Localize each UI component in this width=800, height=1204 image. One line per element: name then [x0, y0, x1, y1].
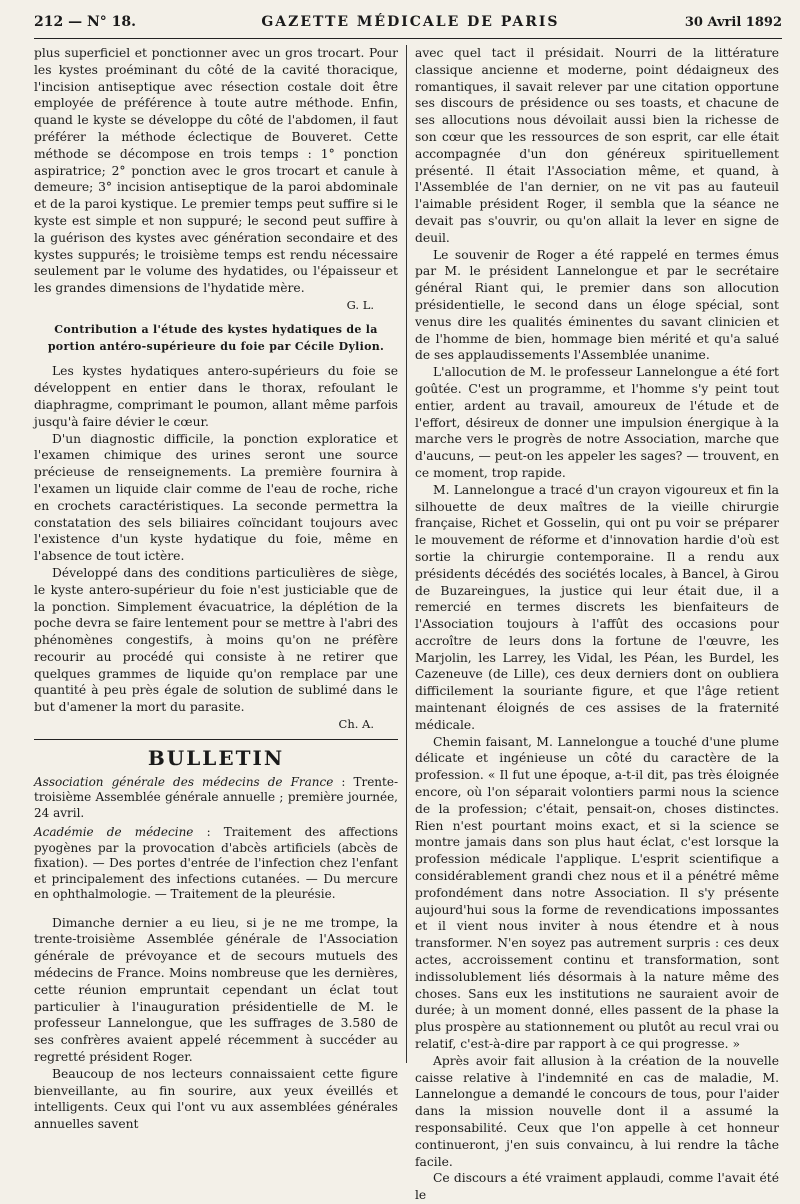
right-paragraph-1: avec quel tact il présidait. Nourri de la littérature classique ancienne et moderne, point dédaigneux des romantiques, il savait relever par une citation opportune ses discours de présidence ou ses toasts, et chacune de ses allocutions nous dévoilait aussi bien la richesse de son cœur que les ressources de son esprit, car elle était accompagnée d'un don généreux spirituellement présenté. Il était l'Association même, et quand, à l'Assemblée de l'an dernier, on ne vit pas au fauteuil l'aimable président Roger, il sembla que la séance ne devait pas s'ouvrir, ou qu'on allait la lever en signe de deuil.: [415, 46, 779, 245]
section-divider: [34, 739, 398, 740]
issue-date: 30 Avril 1892: [684, 15, 782, 30]
right-paragraph-5: Chemin faisant, M. Lannelongue a touché d'une plume délicate et ingénieuse un côté du caractère de la profession. « Il fut une époque, a-t-il dit, pas très éloignée encore, où l'on séparait volontiers parmi nous la science de la profession; c'était, pensait-on, choses distinctes. Rien n'est pourtant moins exact, et si la science se montre jamais dans son plus haut éclat, c'est lorsque la profession médicale l'applique. L'esprit scientifique a considérablement grandi chez nous et il a pénétré même profondément dans notre Association. Il s'y présente aujourd'hui sous la forme de revendications impossantes et il vient nous inviter à nous étendre et à nous transformer. N'en soyez pas autrement surpris : ces deux actes, accroissement continu et transformation, sont indissolublement liés désormais à la nature même des choses. Sans eux les institutions ne sauraient avoir de durée; à un moment donné, elles passent de la phase la plus prospère au stationnement ou plutôt au recul vrai ou relatif, c'est-à-dire par rapport à ce qui progresse. »: [415, 734, 779, 1052]
left-column: [34, 45, 406, 1132]
summary-2-label: Académie de médecine: [34, 825, 194, 840]
author-signature-1: G. L.: [346, 297, 374, 312]
contribution-heading: Contribution a l'étude des kystes hydatiques de la portion antéro-supérieure du foie par Cécile Dylion.: [47, 322, 385, 353]
left-paragraph-4: Développé dans des conditions particulières de siège, le kyste antero-supérieur du foie n'est justiciable que de la ponction. Simplement évacuatrice, la déplétion de la poche devra se faire lentement pour se mettre à l'abri des phénomènes congestifs, à moins qu'on ne préfère recourir au procédé qui consiste à ne retirer que quelques grammes de liquide qu'on remplace par une quantité à peu près égale de solution de sublimé dans le but d'amener la mort du parasite.: [34, 565, 398, 715]
left-paragraph-6: Beaucoup de nos lecteurs connaissaient cette figure bienveillante, au fin sourire, aux yeux éveillés et intelligents. Ceux qui l'ont vu aux assemblées générales annuelles savent: [34, 1066, 398, 1132]
page-header: [34, 14, 782, 39]
summary-1-label: Association générale des médecins de France: [34, 774, 334, 789]
summary-2-text: : Traitement des affections pyogènes par la provocation d'abcès artificiels (abcès de fixation). — Des portes d'entrée de l'infection chez l'enfant et principalement des infections cutanées. — Du mercure en ophthalmologie. — Traitement de la pleurésie.: [34, 825, 398, 902]
two-column-body: [34, 45, 782, 1203]
author-signature-2: Ch. A.: [338, 717, 374, 732]
summary-1-text: : Trente-troisième Assemblée générale annuelle ; première journée, 24 avril.: [34, 774, 398, 820]
journal-title: GAZETTE MÉDICALE DE PARIS: [261, 14, 560, 30]
right-paragraph-4: M. Lannelongue a tracé d'un crayon vigoureux et fin la silhouette de deux maîtres de la vieille chirurgie française, Richet et Gosselin, qui ont pu voir se préparer le mouvement de réforme et d'innovation hardie d'où est sortie la chirurgie contemporaine. Il a rendu aux présidents décédés des sociétés locales, à Bancel, à Girou de Buzareingues, la justice qui leur était due, il a remercié en termes discrets les bienfaiteurs de l'Association toujours à l'affût des occasions pour accroître de leurs dons la fortune de l'œuvre, les Marjolin, les Larrey, les Vidal, les Péan, les Burdel, les Cazeneuve (de Lille), ces deux derniers dont on oubliera difficilement la souriante figure, et que l'âge retient maintenant éloignés de ces assises de la fraternité médicale.: [415, 482, 779, 732]
bulletin-summary-1: [34, 775, 398, 822]
right-column: [407, 45, 779, 1203]
left-paragraph-5: Dimanche dernier a eu lieu, si je ne me trompe, la trente-troisième Assemblée générale de l'Association générale de prévoyance et de secours mutuels des médecins de France. Moins nombreuse que les dernières, cette réunion empruntait cependant un éclat tout particulier à l'inauguration présidentielle de M. le professeur Lannelongue, que les suffrages de 3.580 de ses confrères avaient appelé récemment à succéder au regretté président Roger.: [34, 915, 398, 1065]
left-paragraph-3: D'un diagnostic difficile, la ponction exploratice et l'examen chimique des urines seront une source précieuse de renseignements. La première fournira à l'examen un liquide clair comme de l'eau de roche, riche en crochets caractéristiques. La seconde permettra la constatation des sels biliaires coïncidant toujours avec l'existence d'un kyste hydatique du foie, même en l'absence de tout ictère.: [34, 431, 398, 564]
right-paragraph-3: L'allocution de M. le professeur Lannelongue a été fort goûtée. C'est un programme, et l'homme s'y peint tout entier, ardent au travail, amoureux de l'étude et de l'effort, désireux de donner une impulsion énergique à la marche vers le progrès de notre Association, marche que d'aucuns, — peut-on les appeler les sages? — trouvent, en ce moment, trop rapide.: [415, 365, 779, 480]
bulletin-summary-2: [34, 825, 398, 903]
page-number: 212 — N° 18.: [34, 14, 136, 30]
right-paragraph-7: Ce discours a été vraiment applaudi, comme l'avait été le: [415, 1171, 779, 1203]
left-paragraph-2: Les kystes hydatiques antero-supérieurs du foie se développent en entier dans le thorax, refoulant le diaphragme, comprimant le poumon, allant même parfois jusqu'à faire dévier le cœur.: [34, 364, 398, 429]
left-paragraph-1: plus superficiel et ponctionner avec un gros trocart. Pour les kystes proéminant du côté de la cavité thoracique, l'incision antiseptique avec résection costale doit être employée de préférence à toute autre méthode. Enfin, quand le kyste se développe du côté de l'abdomen, il faut préférer la méthode éclectique de Bouveret. Cette méthode se décompose en trois temps : 1° ponction aspiratrice; 2° ponction avec le gros trocart et canule à demeure; 3° incision antiseptique de la paroi abdominale et de la paroi kystique. Le premier temps peut suffire si le kyste est simple et non suppuré; le second peut suffire à la guérison des kystes avec génération secondaire et des kystes suppurés; le troisième temps est rendu nécessaire seulement par le volume des hydatides, ou l'épaisseur et les grandes dimensions de l'hydatide mère.: [34, 46, 398, 296]
bulletin-heading: BULLETIN: [147, 745, 285, 770]
right-paragraph-2: Le souvenir de Roger a été rappelé en termes émus par M. le président Lannelongue et par le secrétaire général Riant qui, le premier dans son allocution présidentielle, le second dans un éloge spécial, sont venus dire les qualités éminentes du savant clinicien et de l'homme de bien, hommage bien mérité et qu'a salué de ses applaudissements l'Assemblée unanime.: [415, 247, 779, 363]
right-paragraph-6: Après avoir fait allusion à la création de la nouvelle caisse relative à l'indemnité en cas de maladie, M. Lannelongue a demandé le concours de tous, pour l'aider dans la mission nouvelle dont il a assumé la responsabilité. Ceux que l'on appelle à cet honneur continueront, j'en suis convaincu, à lui rendre la tâche facile.: [415, 1053, 779, 1169]
